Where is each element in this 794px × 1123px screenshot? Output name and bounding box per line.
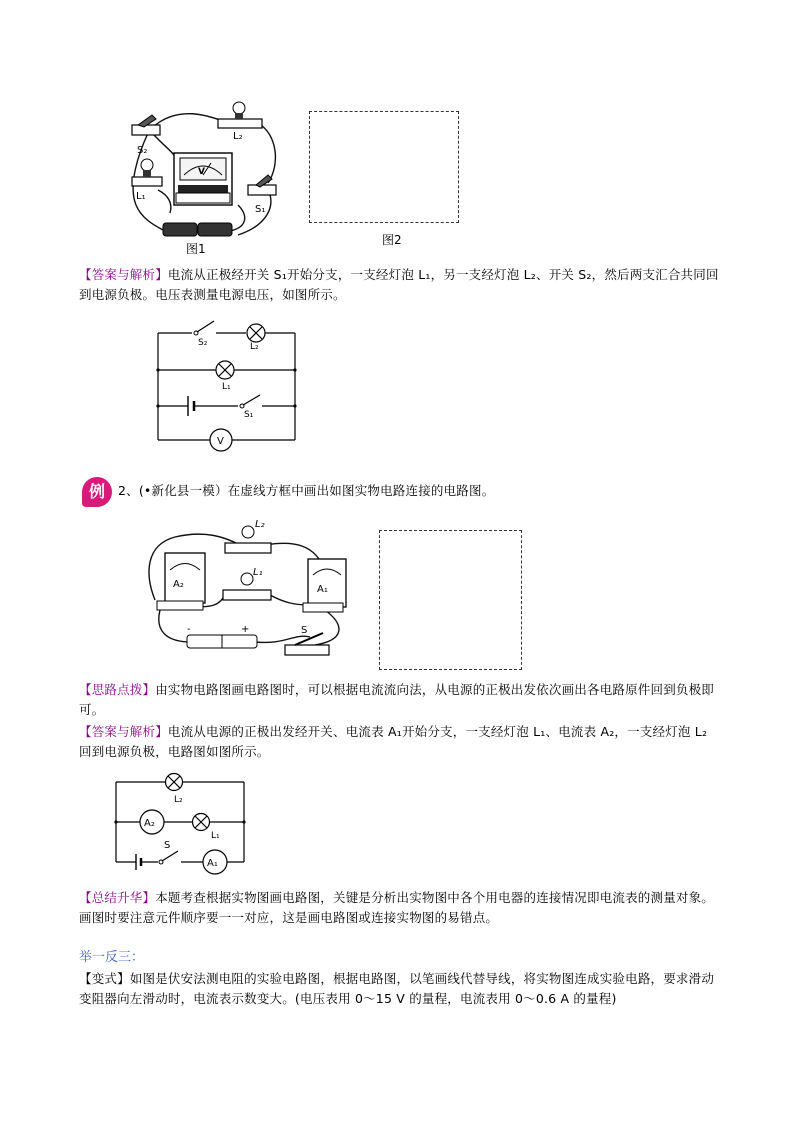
circuit2-label-l1: L₁ <box>211 831 220 841</box>
variant-tag: 【变式】 <box>79 971 130 986</box>
label-l1: L₁ <box>136 191 146 202</box>
label-l2: L₂ <box>233 131 243 142</box>
circuit2-label-a1: A₁ <box>207 858 218 869</box>
hint-text: 由实物电路图画电路图时，可以根据电流流向法，从电源的正极出发依次画出各电路原件回到负极即可。 <box>79 682 715 717</box>
circuit1-label-s2: S₂ <box>198 338 208 348</box>
fig3-plus: + <box>241 624 250 635</box>
fig3-label-a2: A₂ <box>173 579 184 590</box>
answer-2-text: 电流从电源的正极出发经开关、电流表 A₁开始分支，一支经灯泡 L₁、电流表 A₂，一支经灯泡 L₂回到电源负极，电路图如图所示。 <box>79 724 708 759</box>
circuit1-voltmeter: V <box>217 436 224 447</box>
circuit-diagram-2 <box>108 770 253 875</box>
summary-tag: 【总结升华】 <box>79 890 156 905</box>
summary-text: 本题考查根据实物图画电路图，关键是分析出实物图中各个用电器的连接情况即电流表的测量对象。画图时要注意元件顺序要一一对应，这是画电路图或连接实物图的易错点。 <box>79 890 715 925</box>
fig3-label-a1: A₁ <box>317 584 328 595</box>
fig3-minus: - <box>187 624 191 635</box>
figure-1-caption: 图1 <box>186 242 206 256</box>
answer-2-paragraph <box>79 722 719 762</box>
figure-1-physical-circuit <box>118 95 288 255</box>
figure-2-caption: 图2 <box>382 233 402 247</box>
circuit2-label-s: S <box>164 840 171 851</box>
answer-1-tag: 【答案与解析】 <box>79 267 168 282</box>
variant-text: 如图是伏安法测电阻的实验电路图，根据电路图，以笔画线代替导线，将实物图连成实验电路，要求滑动变阻器向左滑动时，电流表示数变大。(电压表用 0～15 V 的量程，电流表用 0～0.6 A 的量程) <box>79 971 715 1006</box>
label-s2: S₂ <box>137 145 148 156</box>
figure-3-physical-circuit <box>145 515 360 665</box>
example-2-drawing-area <box>379 530 522 670</box>
hint-tag: 【思路点拨】 <box>79 682 156 697</box>
section-heading: 举一反三： <box>79 950 145 965</box>
figure-2-drawing-area <box>309 111 459 223</box>
voltmeter-symbol: V <box>198 167 205 177</box>
fig3-label-s: S <box>301 625 308 636</box>
example-badge: 例 <box>82 477 112 507</box>
answer-1-paragraph <box>79 265 719 305</box>
circuit2-label-l2: L₂ <box>174 795 183 805</box>
fig3-label-l1: L₁ <box>253 567 263 578</box>
circuit-diagram-1 <box>150 315 310 455</box>
circuit1-label-s1: S₁ <box>244 410 254 420</box>
example-2-question: 2、(•新化县一模）在虚线方框中画出如图实物电路连接的电路图。 <box>118 483 495 498</box>
hint-paragraph <box>79 680 719 720</box>
circuit1-label-l2: L₂ <box>250 342 259 352</box>
circuit2-label-a2: A₂ <box>144 818 155 829</box>
variant-paragraph <box>79 969 719 1009</box>
fig3-label-l2: L₂ <box>255 519 265 530</box>
answer-2-tag: 【答案与解析】 <box>79 724 168 739</box>
label-s1: S₁ <box>255 204 266 215</box>
summary-paragraph <box>79 888 719 928</box>
circuit1-label-l1: L₁ <box>222 382 231 392</box>
answer-1-text: 电流从正极经开关 S₁开始分支，一支经灯泡 L₁，另一支经灯泡 L₂、开关 S₂，然后两支汇合共同回到电源负极。电压表测量电源电压，如图所示。 <box>79 267 719 302</box>
